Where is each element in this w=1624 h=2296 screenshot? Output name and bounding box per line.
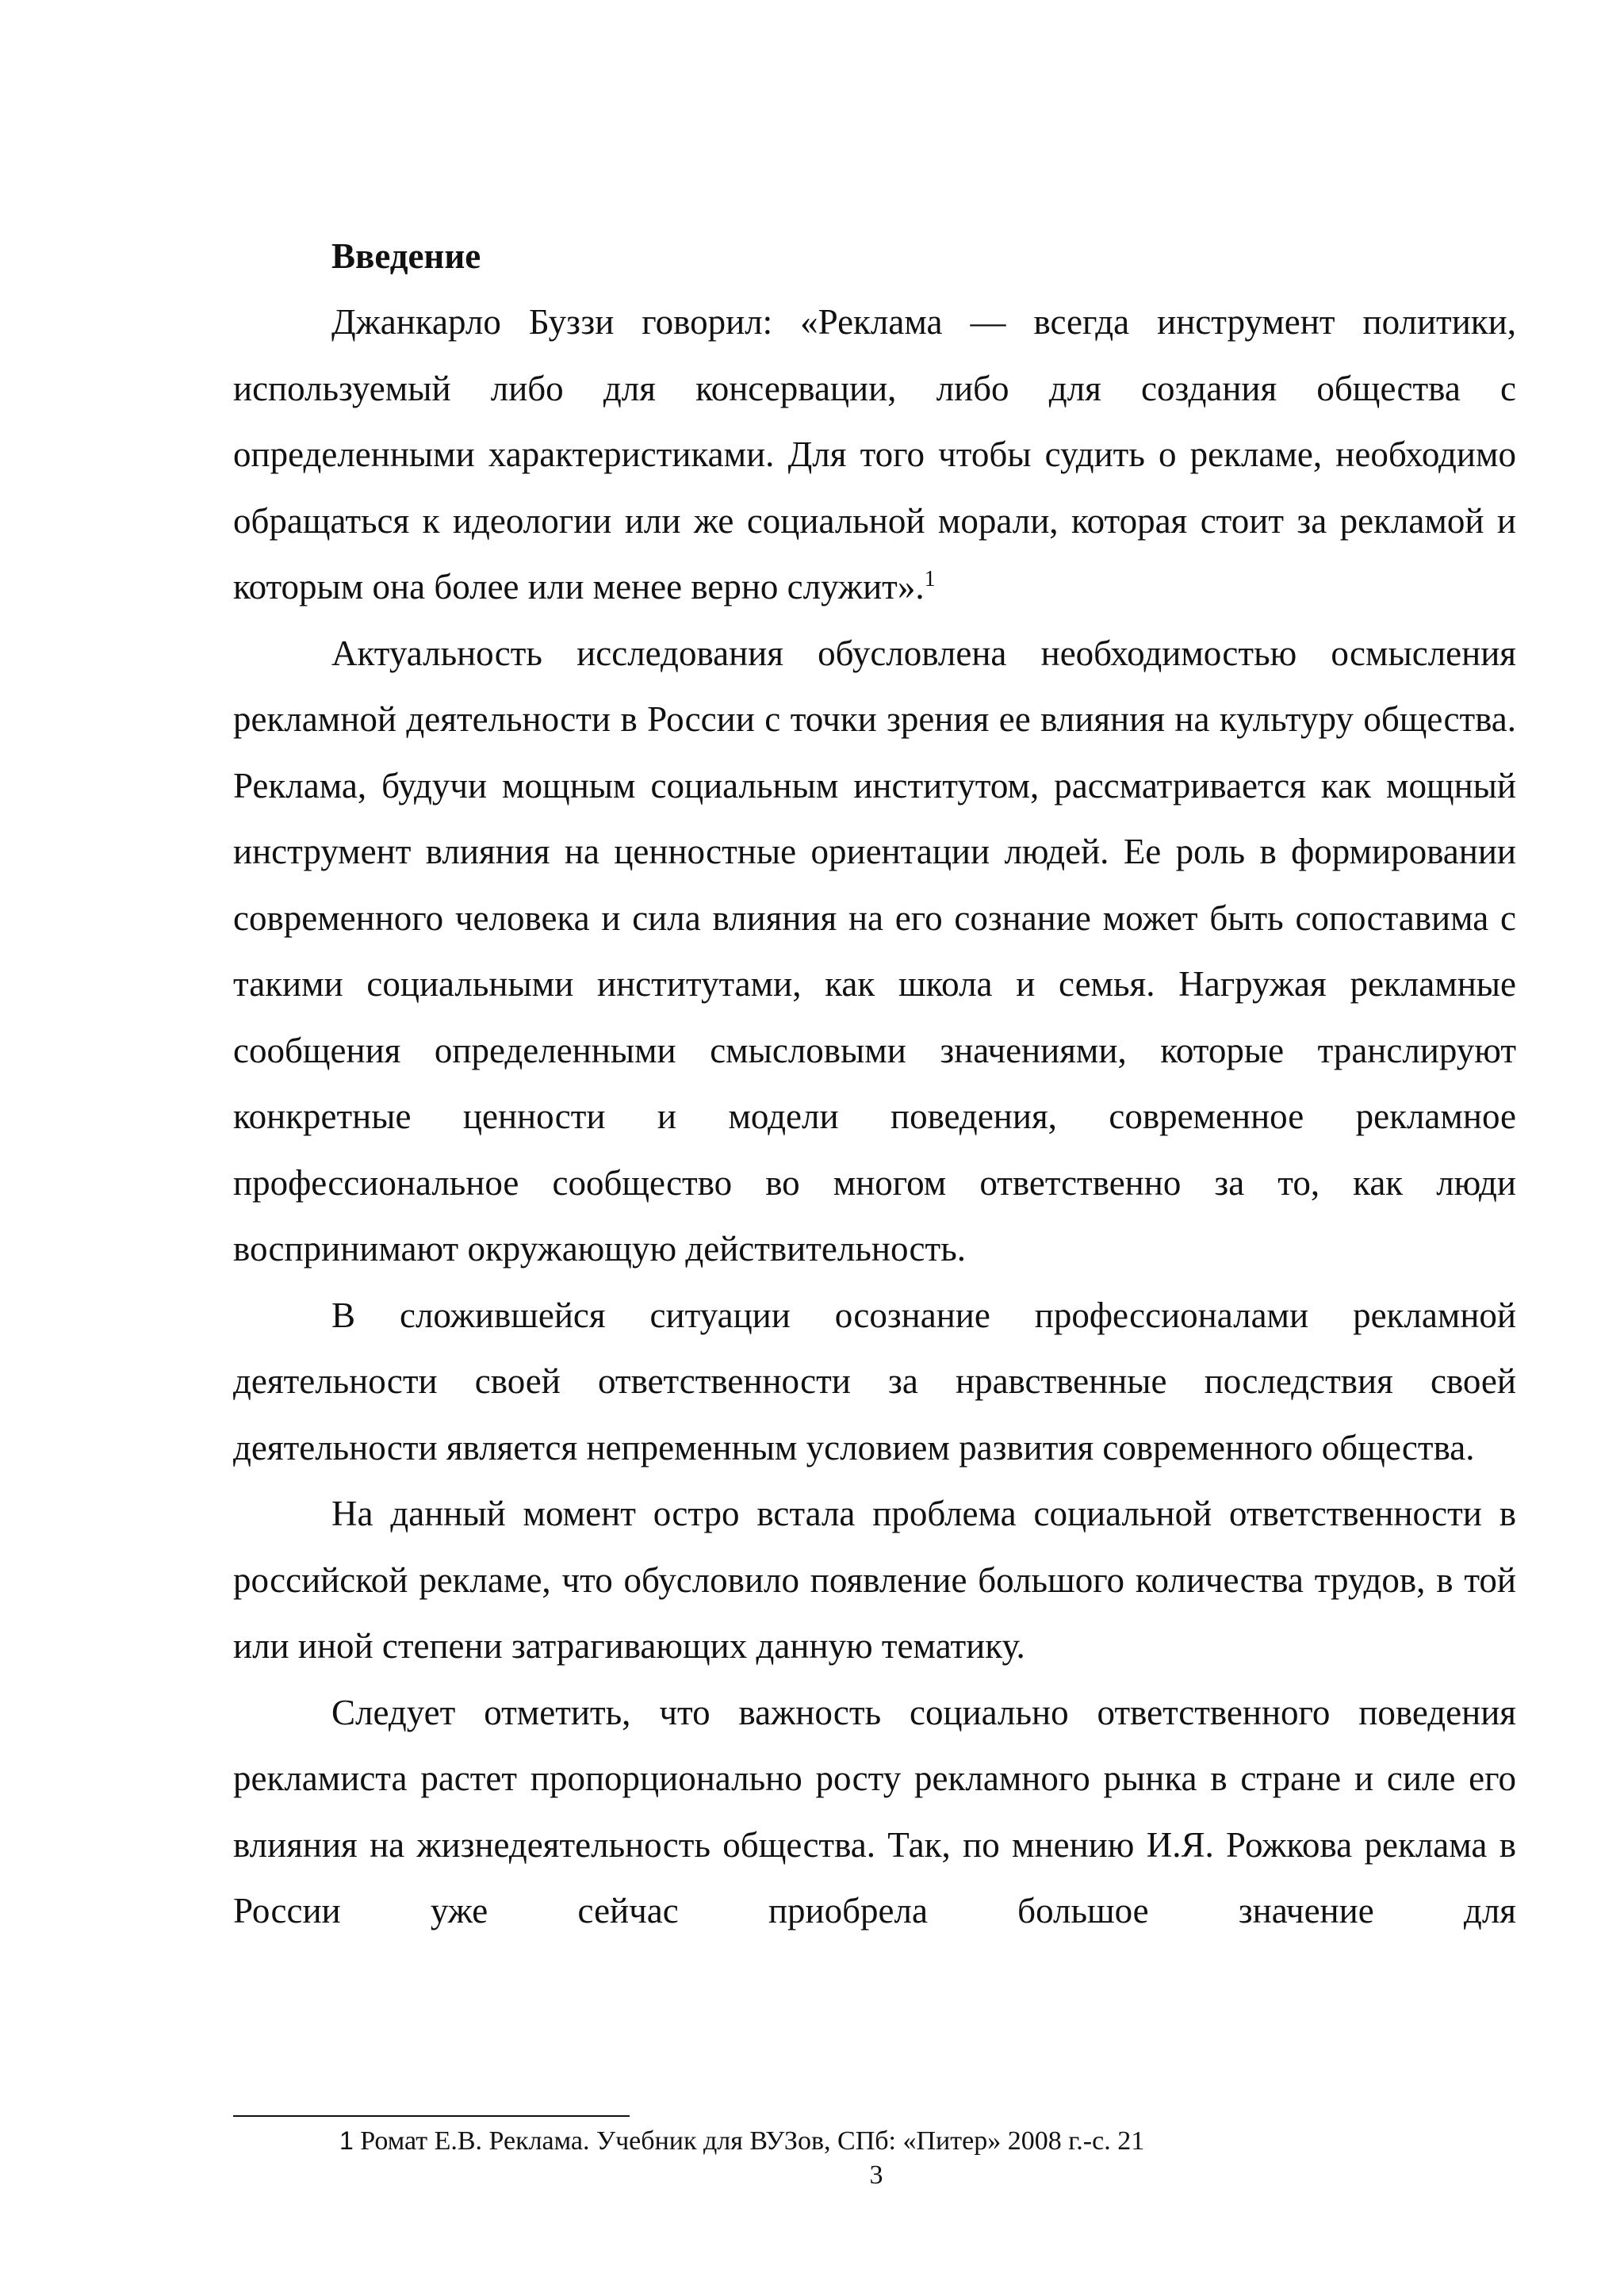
footnote-reference[interactable]: 1 bbox=[924, 567, 936, 591]
paragraph-quote bbox=[233, 289, 1516, 621]
paragraph-text: Джанкарло Буззи говорил: «Реклама — всегда инструмент политики, используемый либо для консервации, либо для создания общества с определенными характеристиками. Для того чтобы судить о рекламе, необходимо обращаться к идеологии или же социальной морали, которая стоит за рекламой и которым она более или менее верно служит». bbox=[233, 302, 1516, 607]
footnote-divider bbox=[233, 2115, 630, 2117]
page-number: 3 bbox=[869, 2160, 883, 2190]
paragraph-relevance: Актуальность исследования обусловлена необходимостью осмысления рекламной деятельности в России с точки зрения ее влияния на культуру общества. Реклама, будучи мощным социальным институтом, рассматривается как мощный инструмент влияния на ценностные ориентации людей. Ее роль в формировании современного человека и сила влияния на его сознание может быть сопоставима с такими социальными институтами, как школа и семья. Нагружая рекламные сообщения определенными смысловыми значениями, которые транслируют конкретные ценности и модели поведения, современное рекламное профессиональное сообщество во многом ответственно за то, как люди воспринимают окружающую действительность. bbox=[233, 633, 1516, 1269]
paragraph-problem: На данный момент остро встала проблема социальной ответственности в российской рекламе, что обусловило появление большого количества трудов, в той или иной степени затрагивающих данную тематику. bbox=[233, 1494, 1516, 1666]
footnote bbox=[339, 2123, 1144, 2159]
paragraph-importance bbox=[233, 1680, 1516, 1945]
footnote-number: 1 bbox=[339, 2126, 354, 2155]
paragraph-situation: В сложившейся ситуации осознание профессионалами рекламной деятельности своей ответственности за нравственные последствия своей деятельности является непременным условием развития современного общества. bbox=[233, 1295, 1516, 1468]
body-text bbox=[233, 289, 1516, 1945]
paragraph-text: Следует отметить, что важность социально ответственного поведения рекламиста растет пропорционально росту рекламного рынка в стране и силе его влияния на жизнедеятельность общества. Так, по мнению И.Я. Рожкова реклама в России уже сейчас приобрела большое значение для bbox=[233, 1692, 1516, 1931]
footnote-text: Ромат Е.В. Реклама. Учебник для ВУЗов, СПб: «Питер» 2008 г.-с. 21 bbox=[360, 2126, 1145, 2156]
section-heading: Введение bbox=[331, 236, 481, 276]
